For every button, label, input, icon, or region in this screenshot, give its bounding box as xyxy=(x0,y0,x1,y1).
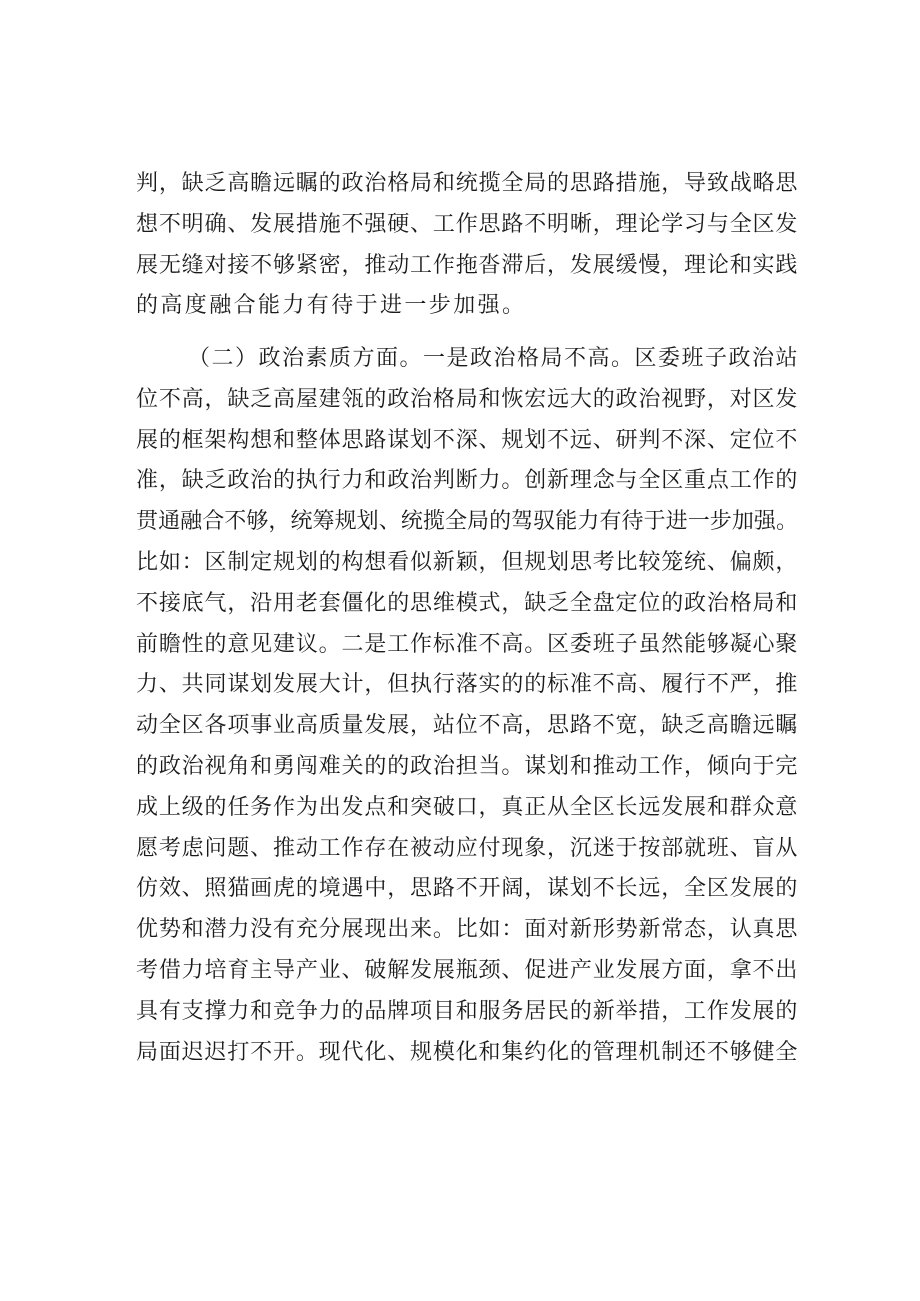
paragraph-2-line-4: 准，缺乏政治的执行力和政治判断力。创新理念与全区重点工作的 xyxy=(136,468,798,494)
paragraph-2-line-9: 力、共同谋划发展大计，但执行落实的的标准不高、履行不严，推 xyxy=(136,672,798,698)
paragraph-1-line-4: 的高度融合能力有待于进一步加强。 xyxy=(136,293,527,319)
paragraph-2-line-12: 成上级的任务作为出发点和突破口，真正从全区长远发展和群众意 xyxy=(136,794,798,820)
paragraph-2-line-1: （二）政治素质方面。一是政治格局不高。区委班子政治站 xyxy=(188,346,800,371)
paragraph-2-line-16: 考借力培育主导产业、破解发展瓶颈、促进产业发展方面，拿不出 xyxy=(136,957,798,983)
paragraph-2-line-5: 贯通融合不够，统筹规划、统揽全局的驾驭能力有待于进一步加强。 xyxy=(136,509,798,535)
paragraph-2-line-13: 愿考虑问题、推动工作存在被动应付现象，沉迷于按部就班、盲从 xyxy=(136,835,798,861)
paragraph-2-line-10: 动全区各项事业高质量发展，站位不高，思路不宽，缺乏高瞻远瞩 xyxy=(136,713,798,739)
paragraph-2-line-11: 的政治视角和勇闯难关的的政治担当。谋划和推动工作，倾向于完 xyxy=(136,753,798,779)
paragraph-2 xyxy=(136,339,798,1073)
paragraph-2-line-18: 局面迟迟打不开。现代化、规模化和集约化的管理机制还不够健全 xyxy=(136,1039,798,1065)
paragraph-2-line-15: 优势和潜力没有充分展现出来。比如：面对新形势新常态，认真思 xyxy=(136,917,798,943)
paragraph-1 xyxy=(136,164,798,327)
paragraph-2-line-7: 不接底气，沿用老套僵化的思维模式，缺乏全盘定位的政治格局和 xyxy=(136,590,798,616)
paragraph-2-line-17: 具有支撑力和竞争力的品牌项目和服务居民的新举措，工作发展的 xyxy=(136,998,798,1024)
paragraph-1-line-2: 想不明确、发展措施不强硬、工作思路不明晰，理论学习与全区发 xyxy=(136,211,798,237)
paragraph-1-line-3: 展无缝对接不够紧密，推动工作拖沓滞后，发展缓慢，理论和实践 xyxy=(136,252,798,278)
paragraph-2-line-3: 展的框架构想和整体思路谋划不深、规划不远、研判不深、定位不 xyxy=(136,427,798,453)
paragraph-2-line-6: 比如：区制定规划的构想看似新颖，但规划思考比较笼统、偏颇， xyxy=(136,549,798,575)
paragraph-2-line-14: 仿效、照猫画虎的境遇中，思路不开阔，谋划不长远，全区发展的 xyxy=(136,876,798,902)
paragraph-2-line-8: 前瞻性的意见建议。二是工作标准不高。区委班子虽然能够凝心聚 xyxy=(136,631,798,657)
paragraph-1-line-1: 判，缺乏高瞻远瞩的政治格局和统揽全局的思路措施，导致战略思 xyxy=(136,171,798,196)
paragraph-2-line-2: 位不高，缺乏高屋建瓴的政治格局和恢宏远大的政治视野，对区发 xyxy=(136,386,798,412)
